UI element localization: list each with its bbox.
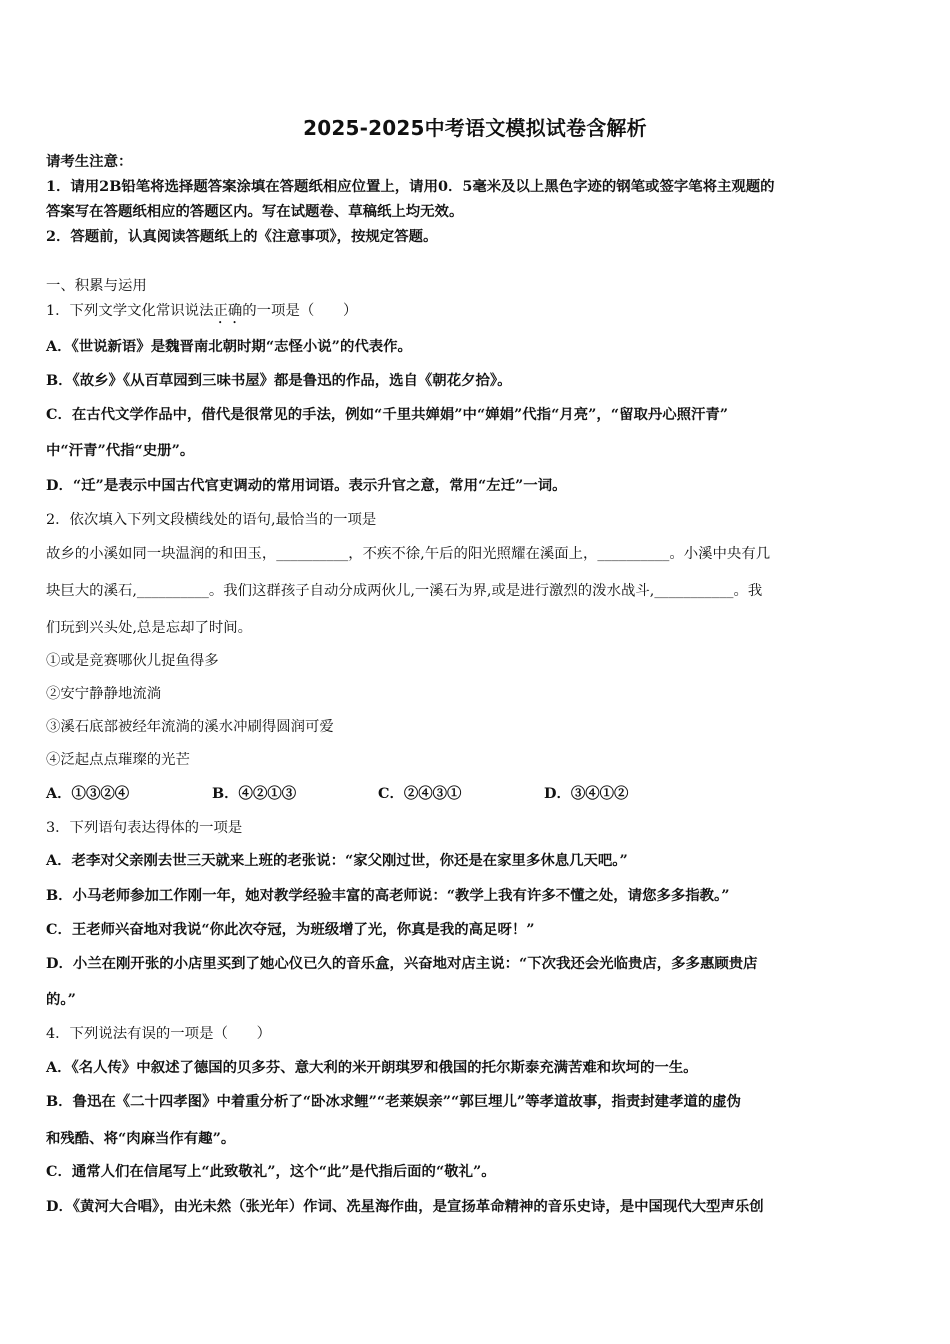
question-3-stem: 3．下列语句表达得体的一项是 [46, 820, 243, 836]
q2-option-b: B．④②①③ [212, 785, 297, 802]
q3-option-c: C．王老师兴奋地对我说“你此次夺冠，为班级增了光，你真是我的高足呀！” [46, 921, 535, 938]
q4-option-b-line2: 和残酷、将“肉麻当作有趣”。 [46, 1130, 236, 1147]
section-heading: 一、积累与运用 [46, 278, 147, 294]
q1-option-d: D．“迁”是表示中国古代官吏调动的常用词语。表示升官之意，常用“左迁”一词。 [46, 477, 567, 494]
question-2-stem: 2．依次填入下列文段横线处的语句,最恰当的一项是 [46, 512, 377, 528]
q2-sentence-2: ②安宁静静地流淌 [46, 686, 162, 702]
q2-options [46, 784, 904, 804]
q2-option-c: C．②④③① [378, 785, 462, 802]
q4-option-d-line1: D．《黄河大合唱》，由光未然（张光年）作词、冼星海作曲，是宣扬革命精神的音乐史诗，是中国现代大型声乐创 [46, 1198, 764, 1215]
q2-passage-line3: 们玩到兴头处,总是忘却了时间。 [46, 620, 253, 636]
q1-option-c-line1: C．在古代文学作品中，借代是很常见的手法，例如“千里共婵娟”中“婵娟”代指“月亮”，“留取丹心照汗青” [46, 406, 729, 423]
question-4-stem: 4．下列说法有误的一项是（ ） [46, 1026, 272, 1042]
q4-option-c: C．通常人们在信尾写上“此致敬礼”，这个“此”是代指后面的“敬礼”。 [46, 1163, 496, 1180]
q4-option-b-line1: B．鲁迅在《二十四孝图》中着重分析了“卧冰求鲤”“老莱娱亲”“郭巨埋儿”等孝道故事，指责封建孝道的虚伪 [46, 1093, 742, 1110]
notice-line-1b: 答案写在答题纸相应的答题区内。写在试题卷、草稿纸上均无效。 [46, 203, 464, 220]
q1-stem-post: 的一项是（ ） [242, 303, 358, 319]
q2-sentence-1: ①或是竞赛哪伙儿捉鱼得多 [46, 653, 219, 669]
notice-heading: 请考生注意： [46, 153, 133, 170]
notice-line-1a: 1．请用2B铅笔将选择题答案涂填在答题纸相应位置上，请用0．5毫米及以上黑色字迹的钢笔或签字笔将主观题的 [46, 178, 775, 195]
notice-line-2: 2．答题前，认真阅读答题纸上的《注意事项》，按规定答题。 [46, 228, 438, 245]
q3-option-b: B．小马老师参加工作刚一年，她对教学经验丰富的高老师说：“教学上我有许多不懂之处，请您多多指教。” [46, 887, 730, 904]
q3-option-d-line1: D．小兰在刚开张的小店里买到了她心仪已久的音乐盒，兴奋地对店主说：“下次我还会光临贵店，多多惠顾贵店 [46, 955, 758, 972]
q2-passage-line1: 故乡的小溪如同一块温润的和田玉，__________，不疾不徐,午后的阳光照耀在溪面上，__________。小溪中央有几 [46, 546, 771, 562]
question-1-stem [46, 301, 904, 327]
q4-option-a: A．《名人传》中叙述了德国的贝多芬、意大利的米开朗琪罗和俄国的托尔斯泰充满苦难和坎坷的一生。 [46, 1059, 698, 1076]
q2-option-d: D．③④①② [544, 785, 629, 802]
q2-passage-line2: 块巨大的溪石,__________。我们这群孩子自动分成两伙儿,一溪石为界,或是进行激烈的泼水战斗,___________。我 [46, 583, 763, 599]
q2-option-a: A．①③②④ [46, 785, 130, 802]
q1-option-b: B．《故乡》《从百草园到三味书屋》都是鲁迅的作品，选自《朝花夕拾》。 [46, 372, 512, 389]
q1-option-a: A．《世说新语》是魏晋南北朝时期“志怪小说”的代表作。 [46, 338, 412, 355]
q2-sentence-4: ④泛起点点璀璨的光芒 [46, 752, 190, 768]
q3-option-a: A．老李对父亲刚去世三天就来上班的老张说：“家父刚过世，你还是在家里多休息几天吧。” [46, 852, 628, 869]
page-title: 2025-2025中考语文模拟试卷含解析 [303, 116, 647, 140]
q2-sentence-3: ③溪石底部被经年流淌的溪水冲刷得圆润可爱 [46, 719, 334, 735]
q1-stem-pre: 1．下列文学文化常识说法 [46, 303, 214, 319]
q3-option-d-line2: 的。” [46, 991, 76, 1008]
q1-option-c-line2: 中“汗青”代指“史册”。 [46, 442, 195, 459]
q1-stem-emphasis: 正确 [213, 303, 243, 319]
